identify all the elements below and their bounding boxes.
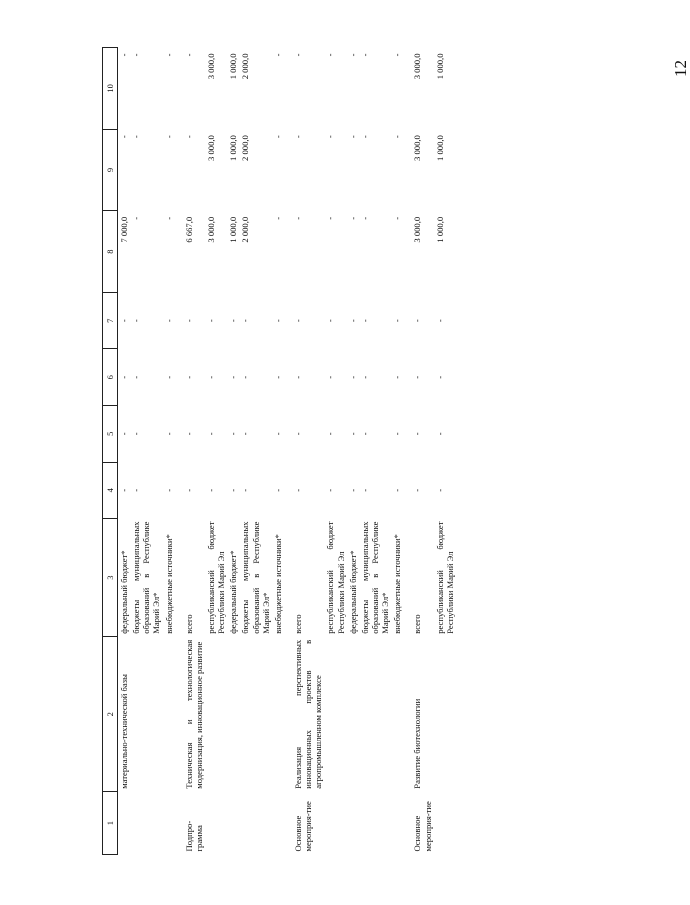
table-row <box>391 48 403 855</box>
table-row <box>239 48 271 855</box>
cell-value-col-9: 1 000,0 <box>228 135 239 161</box>
table-row <box>411 48 433 855</box>
cell-value-col-4: - <box>119 488 129 492</box>
cell-value-col-8: - <box>163 216 174 220</box>
cell-program-level <box>163 792 175 855</box>
cell-value-col-10: - <box>272 53 283 57</box>
cell-value-col-10: 1 000,0 <box>434 53 445 80</box>
cell-program-name <box>272 637 284 792</box>
cell-value-col-4: - <box>325 488 336 492</box>
cell-funding-source: внебюджетные источники* <box>272 534 283 634</box>
cell-value-col-5: - <box>183 432 194 436</box>
cell-value-col-8: 3 000,0 <box>412 216 423 243</box>
cell-value-col-10: 3 000,0 <box>412 53 423 80</box>
cell-funding-source: федеральный бюджет* <box>228 550 239 634</box>
cell-value-col-10: 1 000,0 <box>228 53 239 80</box>
cell-value-col-9: - <box>392 135 403 139</box>
col-header-9: 9 <box>103 129 118 211</box>
cell-value-col-6: - <box>412 375 423 379</box>
budget-table-rotated <box>102 47 562 855</box>
cell-funding-source: республиканский бюджет Республики Марий Эл <box>205 521 227 634</box>
cell-value-col-5: - <box>205 432 216 436</box>
cell-value-col-6: - <box>163 375 174 379</box>
cell-value-col-8: - <box>272 216 283 220</box>
cell-value-col-8: - <box>347 216 358 220</box>
table-row <box>227 48 239 855</box>
cell-program-level <box>391 792 403 855</box>
cell-funding-source: всего <box>412 614 423 634</box>
row-spacer <box>175 48 183 855</box>
col-header-3: 3 <box>103 519 118 637</box>
col-header-5: 5 <box>103 406 118 463</box>
cell-program-level <box>359 792 391 855</box>
cell-value-col-7: - <box>412 319 423 323</box>
cell-value-col-6: - <box>325 375 336 379</box>
cell-value-col-7: - <box>392 319 403 323</box>
table-row <box>347 48 359 855</box>
cell-value-col-4: - <box>359 488 370 492</box>
cell-funding-source: всего <box>183 614 194 634</box>
cell-value-col-10: - <box>359 53 370 57</box>
cell-program-level <box>239 792 271 855</box>
cell-value-col-8: 1 000,0 <box>228 216 239 243</box>
cell-program-name <box>130 637 162 792</box>
cell-value-col-9: 2 000,0 <box>240 135 251 161</box>
cell-value-col-4: - <box>240 488 251 492</box>
cell-value-col-4: - <box>205 488 216 492</box>
cell-value-col-7: - <box>183 319 194 323</box>
cell-program-name <box>359 637 391 792</box>
cell-value-col-7: - <box>272 319 283 323</box>
cell-value-col-6: - <box>392 375 403 379</box>
cell-value-col-10: - <box>392 53 403 57</box>
cell-program-name: Развитие биотехнологии <box>412 698 423 789</box>
table-body <box>118 48 456 855</box>
cell-program-name: материально-технической базы <box>119 674 129 789</box>
cell-value-col-4: - <box>412 488 423 492</box>
cell-funding-source: внебюджетные источники* <box>392 534 403 634</box>
cell-value-col-10: - <box>131 53 142 57</box>
col-header-1: 1 <box>103 792 118 855</box>
cell-value-col-6: - <box>228 375 239 379</box>
col-header-2: 2 <box>103 637 118 792</box>
cell-value-col-5: - <box>119 432 129 436</box>
cell-funding-source: внебюджетные источники* <box>163 534 174 634</box>
cell-value-col-5: - <box>347 432 358 436</box>
col-header-6: 6 <box>103 349 118 406</box>
cell-value-col-5: - <box>434 432 445 436</box>
cell-value-col-10: - <box>119 53 129 57</box>
cell-value-col-9: - <box>183 135 194 139</box>
cell-program-name <box>205 637 227 792</box>
cell-program-name <box>391 637 403 792</box>
cell-value-col-5: - <box>163 432 174 436</box>
cell-value-col-6: - <box>434 375 445 379</box>
cell-value-col-10: - <box>292 53 303 57</box>
cell-value-col-9: - <box>359 135 370 139</box>
cell-value-col-8: 7 000,0 <box>119 216 129 243</box>
cell-funding-source: республиканский бюджет Республики Марий Эл <box>434 521 455 634</box>
cell-value-col-7: - <box>205 319 216 323</box>
cell-value-col-9: - <box>272 135 283 139</box>
cell-program-level <box>324 792 346 855</box>
cell-funding-source: федеральный бюджет* <box>119 550 129 634</box>
budget-table <box>102 47 456 855</box>
cell-value-col-6: - <box>131 375 142 379</box>
cell-value-col-4: - <box>163 488 174 492</box>
cell-program-level <box>434 792 456 855</box>
cell-value-col-7: - <box>325 319 336 323</box>
cell-value-col-5: - <box>359 432 370 436</box>
table-row <box>163 48 175 855</box>
cell-value-col-9: - <box>347 135 358 139</box>
cell-value-col-5: - <box>272 432 283 436</box>
cell-funding-source: бюджеты муниципальных образований в Республике Марий Эл* <box>131 521 162 634</box>
table-row <box>183 48 205 855</box>
cell-value-col-6: - <box>347 375 358 379</box>
table-row <box>292 48 324 855</box>
cell-program-name: Техническая и технологическая модернизация, инновационное развитие <box>183 639 204 789</box>
cell-value-col-8: 1 000,0 <box>434 216 445 243</box>
table-row <box>359 48 391 855</box>
cell-value-col-6: - <box>359 375 370 379</box>
cell-funding-source: бюджеты муниципальных образований в Республике Марий Эл* <box>359 521 391 634</box>
table-row <box>324 48 346 855</box>
cell-value-col-5: - <box>392 432 403 436</box>
cell-value-col-4: - <box>228 488 239 492</box>
cell-program-name <box>324 637 346 792</box>
table-row <box>205 48 227 855</box>
cell-value-col-10: - <box>163 53 174 57</box>
cell-value-col-7: - <box>359 319 370 323</box>
cell-value-col-5: - <box>131 432 142 436</box>
cell-value-col-8: - <box>325 216 336 220</box>
cell-value-col-7: - <box>434 319 445 323</box>
cell-value-col-4: - <box>183 488 194 492</box>
cell-funding-source: республиканский бюджет Республики Марий Эл <box>325 521 346 634</box>
cell-value-col-6: - <box>292 375 303 379</box>
cell-value-col-9: - <box>131 135 142 139</box>
cell-program-level <box>272 792 284 855</box>
cell-value-col-4: - <box>434 488 445 492</box>
cell-value-col-8: - <box>392 216 403 220</box>
row-spacer <box>403 48 411 855</box>
row-spacer <box>284 48 292 855</box>
cell-value-col-9: - <box>119 135 129 139</box>
cell-value-col-9: - <box>163 135 174 139</box>
cell-value-col-5: - <box>228 432 239 436</box>
cell-value-col-5: - <box>412 432 423 436</box>
cell-value-col-8: 6 667,0 <box>183 216 194 243</box>
cell-value-col-6: - <box>183 375 194 379</box>
cell-value-col-5: - <box>292 432 303 436</box>
cell-value-col-10: - <box>183 53 194 57</box>
cell-program-level <box>205 792 227 855</box>
cell-value-col-8: - <box>359 216 370 220</box>
cell-value-col-8: 2 000,0 <box>240 216 251 243</box>
cell-value-col-6: - <box>272 375 283 379</box>
cell-value-col-7: - <box>163 319 174 323</box>
col-header-10: 10 <box>103 48 118 130</box>
cell-program-level <box>227 792 239 855</box>
cell-value-col-7: - <box>347 319 358 323</box>
cell-program-name: Реализация перспективных инновационных проектов в агропромышленном комплексе <box>292 639 324 789</box>
cell-value-col-7: - <box>292 319 303 323</box>
cell-program-level: Подпро-грамма <box>183 820 204 852</box>
cell-funding-source: федеральный бюджет* <box>347 550 358 634</box>
cell-value-col-9: - <box>325 135 336 139</box>
cell-program-name <box>239 637 271 792</box>
cell-program-name <box>434 637 456 792</box>
cell-value-col-7: - <box>119 319 129 323</box>
cell-value-col-8: - <box>292 216 303 220</box>
cell-value-col-4: - <box>347 488 358 492</box>
cell-program-level: Основное мероприя-тие <box>412 801 433 852</box>
cell-value-col-7: - <box>131 319 142 323</box>
cell-funding-source: бюджеты муниципальных образований в Республике Марий Эл* <box>240 521 271 634</box>
cell-program-level: Основное мероприя-тие <box>292 801 314 852</box>
cell-value-col-7: - <box>228 319 239 323</box>
cell-program-name <box>227 637 239 792</box>
cell-value-col-4: - <box>292 488 303 492</box>
col-header-4: 4 <box>103 462 118 519</box>
cell-value-col-5: - <box>325 432 336 436</box>
cell-value-col-6: - <box>205 375 216 379</box>
page-number: 12 <box>671 60 690 77</box>
cell-program-level <box>118 792 131 855</box>
cell-value-col-9: - <box>292 135 303 139</box>
cell-value-col-9: 1 000,0 <box>434 135 445 161</box>
cell-value-col-7: - <box>240 319 251 323</box>
table-row <box>130 48 162 855</box>
cell-value-col-6: - <box>119 375 129 379</box>
table-row <box>118 48 131 855</box>
cell-program-name <box>347 637 359 792</box>
cell-value-col-10: 3 000,0 <box>205 53 216 80</box>
header-row <box>103 48 118 855</box>
cell-value-col-9: 3 000,0 <box>205 135 216 161</box>
cell-value-col-8: 3 000,0 <box>205 216 216 243</box>
cell-value-col-10: 2 000,0 <box>240 53 251 80</box>
cell-value-col-5: - <box>240 432 251 436</box>
cell-value-col-8: - <box>131 216 142 220</box>
col-header-7: 7 <box>103 292 118 349</box>
cell-value-col-10: - <box>347 53 358 57</box>
cell-value-col-6: - <box>240 375 251 379</box>
cell-program-name <box>163 637 175 792</box>
cell-program-level <box>347 792 359 855</box>
table-row <box>434 48 456 855</box>
cell-value-col-10: - <box>325 53 336 57</box>
cell-value-col-4: - <box>392 488 403 492</box>
table-row <box>272 48 284 855</box>
cell-value-col-9: 3 000,0 <box>412 135 423 161</box>
cell-value-col-4: - <box>131 488 142 492</box>
cell-program-level <box>130 792 162 855</box>
cell-value-col-4: - <box>272 488 283 492</box>
cell-funding-source: всего <box>292 614 303 634</box>
col-header-8: 8 <box>103 211 118 293</box>
